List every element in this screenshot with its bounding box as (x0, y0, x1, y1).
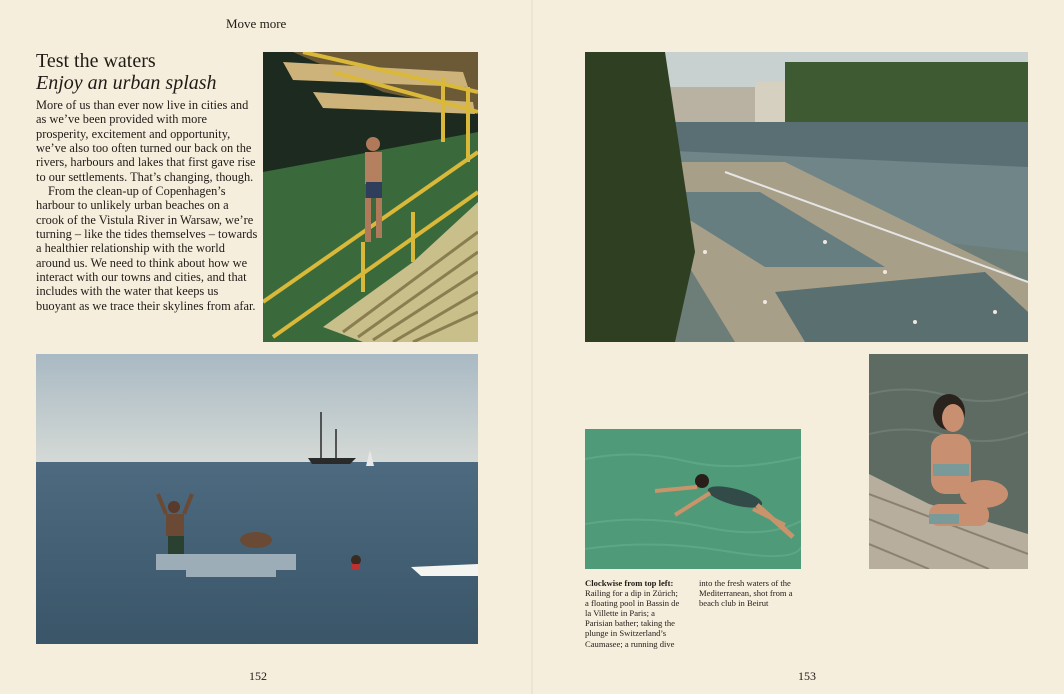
photo-caption-col1 (585, 578, 681, 649)
running-head: Move more (226, 16, 287, 31)
caption-text-1: Railing for a dip in Zürich; a floating pool in Bassin de la Villette in Paris; a Parisian bather; taking the plunge in Switzerland’s Caumasee; a running dive (585, 588, 680, 649)
photo-stairs-zurich (263, 52, 478, 342)
photo-floating-pool-paris (585, 52, 1028, 342)
article-body (36, 98, 258, 313)
page-number-right: 153 (798, 669, 816, 683)
photo-parisian-bather (869, 354, 1028, 569)
article-subtitle: Enjoy an urban splash (36, 72, 217, 94)
photo-mediterranean-beirut (36, 354, 478, 644)
photo-swimmer-caumasee (585, 429, 801, 569)
article-title: Test the waters (36, 50, 156, 72)
body-paragraph-2: From the clean-up of Copenhagen’s harbour to unlikely urban beaches on a crook of the Vistula River in Warsaw, we’re turning – like the tides themselves – towards a healthier relationship with the world around us. We need to think about how we interact with our towns and cities, and that includes with the water that keeps us buoyant as we trace their skylines from afar. (36, 184, 258, 313)
caption-text-2: into the fresh waters of the Mediterranean, shot from a beach club in Beirut (699, 578, 793, 609)
body-paragraph-1: More of us than ever now live in cities and as we’ve been provided with more prosperity, excitement and opportunity, we’ve also too often turned our back on the rivers, harbours and lakes that first gave rise to our settlements. That’s changing, though. (36, 98, 256, 184)
caption-heading: Clockwise from top left: (585, 578, 674, 588)
photo-caption-col2 (699, 578, 795, 608)
page-gutter (531, 0, 533, 694)
page-number-left: 152 (249, 669, 267, 683)
